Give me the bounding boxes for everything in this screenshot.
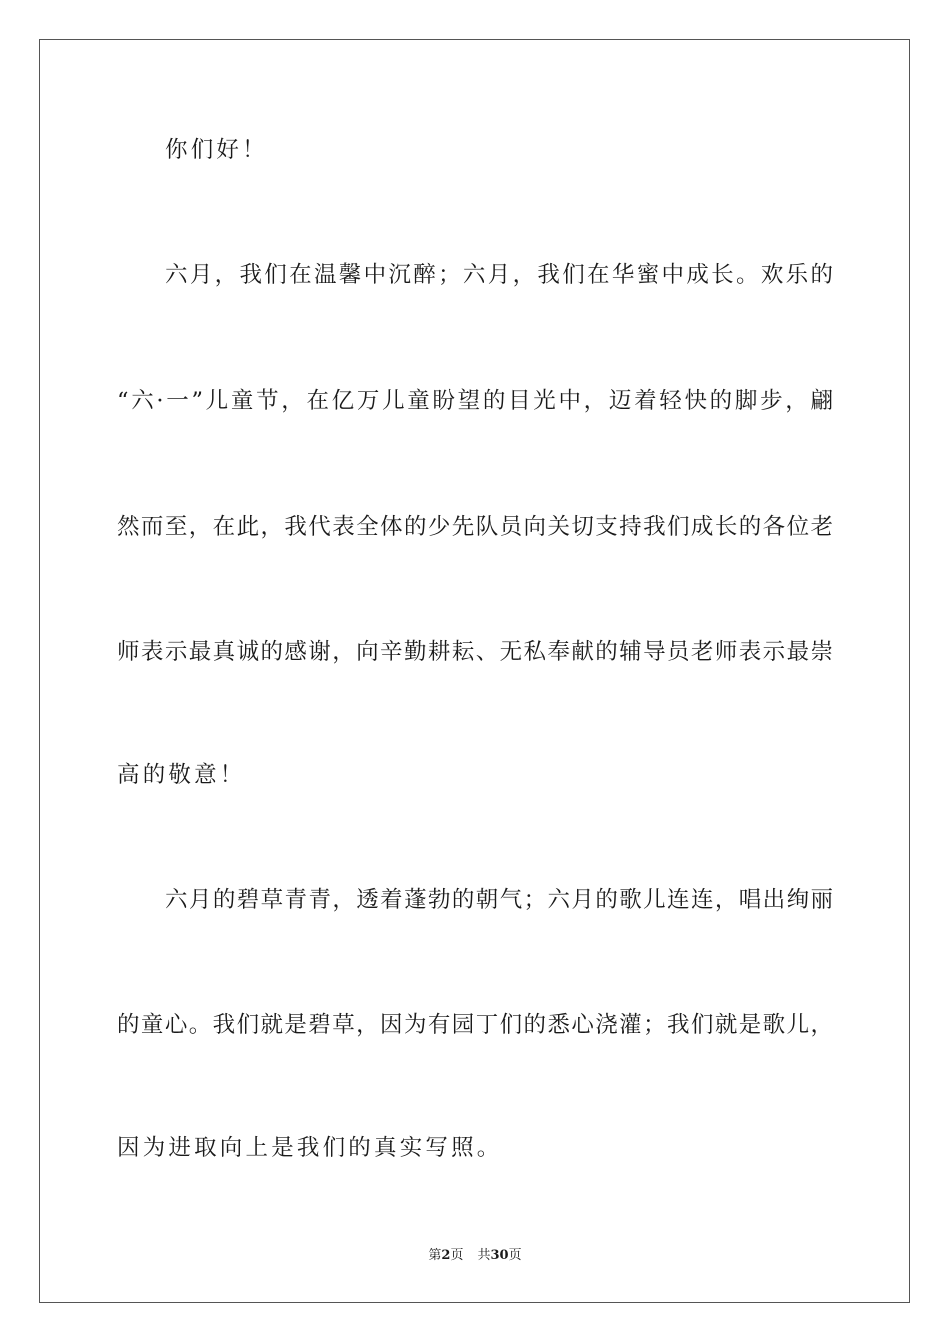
paragraph-1-line-2: “六·一”儿童节，在亿万儿童盼望的目光中，迈着轻快的脚步，翩 [117, 388, 833, 414]
paragraph-1-line-5: 高的敬意！ [117, 762, 246, 788]
paragraph-2-line-2: 的童心。我们就是碧草，因为有园丁们的悉心浇灌；我们就是歌儿， [117, 1012, 833, 1038]
page-border [39, 39, 910, 1303]
greeting-line: 你们好！ [165, 137, 268, 163]
paragraph-1-line-4: 师表示最真诚的感谢，向辛勤耕耘、无私奉献的辅导员老师表示最崇 [117, 639, 833, 665]
paragraph-1-line-3: 然而至，在此，我代表全体的少先队员向关切支持我们成长的各位老 [117, 514, 833, 540]
paragraph-2-line-1: 六月的碧草青青，透着蓬勃的朝气；六月的歌儿连连，唱出绚丽 [165, 887, 833, 913]
total-suffix: 页 [508, 1248, 522, 1263]
total-pages: 30 [490, 1248, 509, 1263]
page-footer [0, 1249, 950, 1262]
page-number: 2 [441, 1248, 451, 1263]
paragraph-1-line-1: 六月，我们在温馨中沉醉；六月，我们在华蜜中成长。欢乐的 [165, 262, 833, 288]
paragraph-2-line-3: 因为进取向上是我们的真实写照。 [117, 1135, 503, 1161]
page-suffix: 页 [450, 1248, 464, 1263]
total-prefix: 共 [477, 1248, 491, 1263]
page-prefix: 第 [428, 1248, 442, 1263]
